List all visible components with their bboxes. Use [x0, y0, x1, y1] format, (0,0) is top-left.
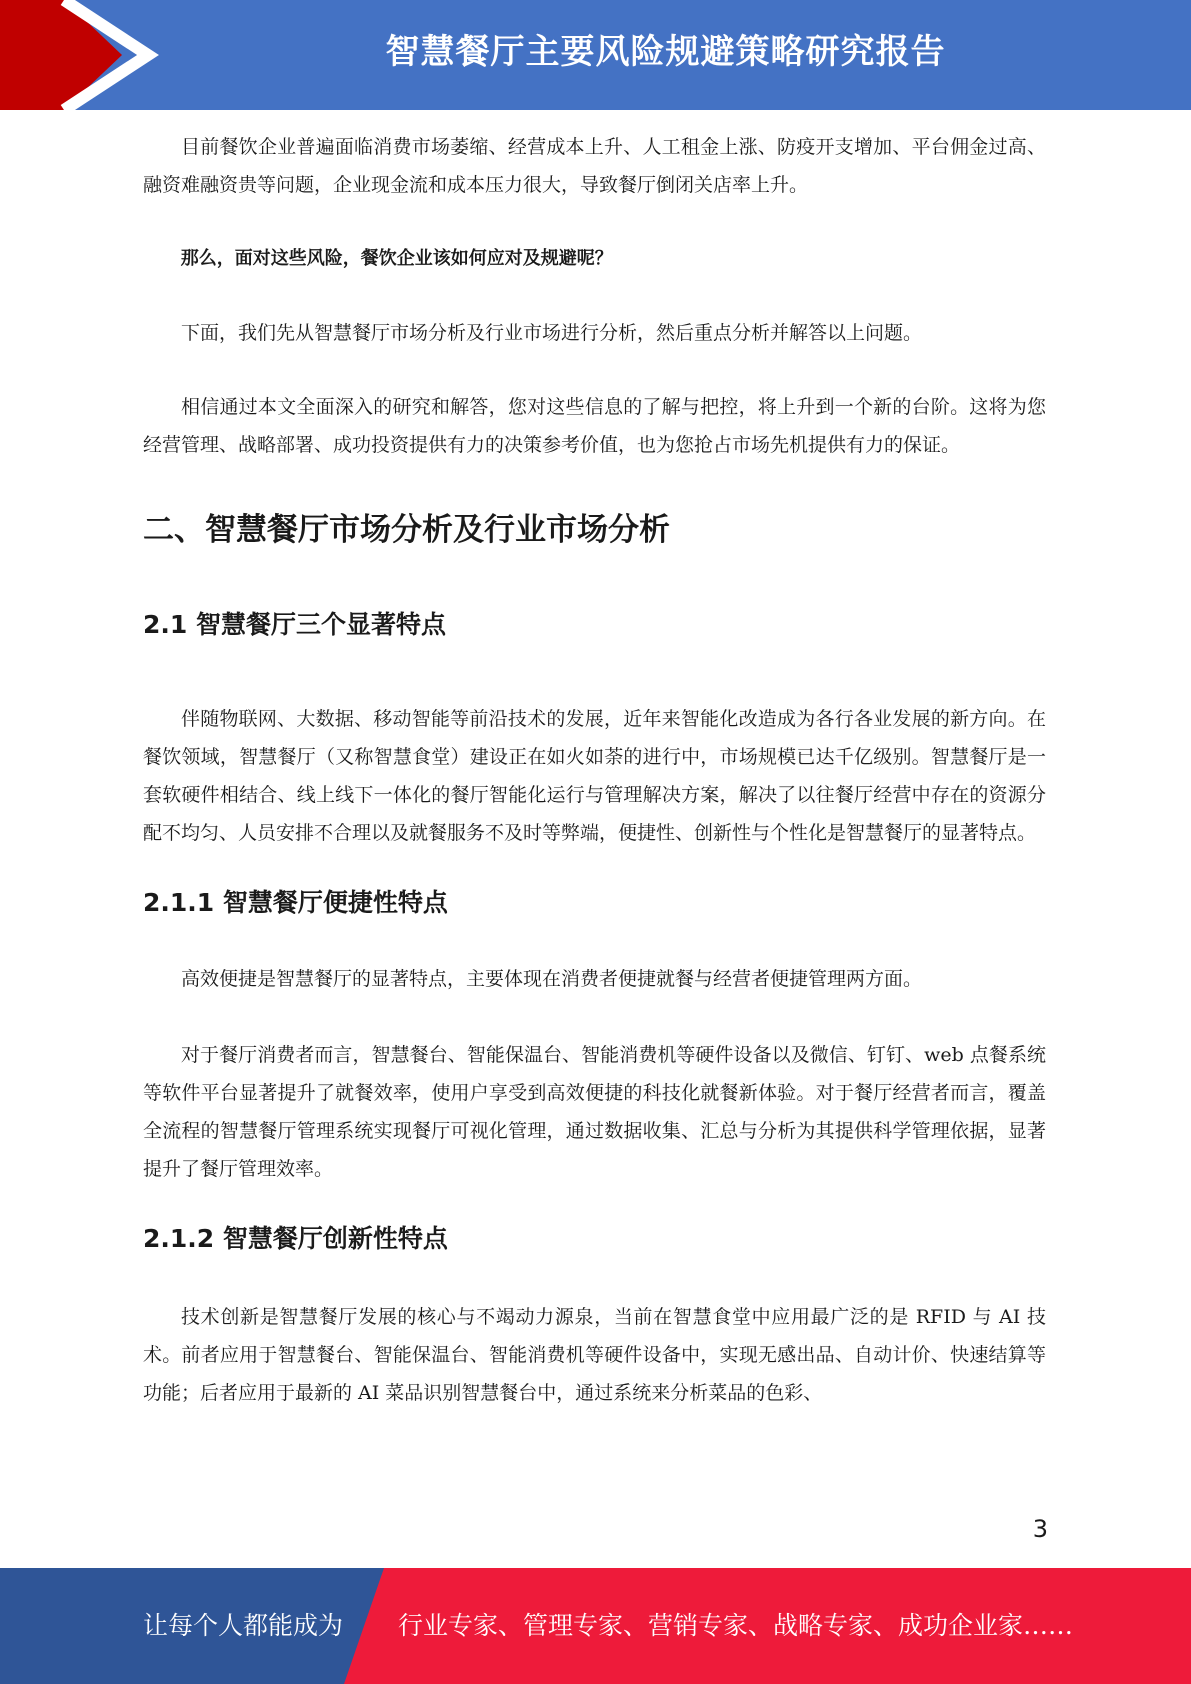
report-title: 智慧餐厅主要风险规避策略研究报告: [385, 32, 946, 72]
paragraph: 目前餐饮企业普遍面临消费市场萎缩、经营成本上升、人工租金上涨、防疫开支增加、平台佣金过高、融资难融资贵等问题，企业现金流和成本压力很大，导致餐厅倒闭关店率上升。: [143, 136, 1046, 196]
document-body: [143, 128, 1046, 1412]
paragraph: 对于餐厅消费者而言，智慧餐台、智能保温台、智能消费机等硬件设备以及微信、钉钉、web 点餐系统等软件平台显著提升了就餐效率，使用户享受到高效便捷的科技化就餐新体验。对于餐厅经营者而言，覆盖全流程的智慧餐厅管理系统实现餐厅可视化管理，通过数据收集、汇总与分析为其提供科学管理依据，显著提升了餐厅管理效率。: [143, 1044, 1046, 1180]
subsection-heading: 2.1.2 智慧餐厅创新性特点: [143, 1224, 448, 1253]
page-header: [0, 0, 1191, 110]
chevron-arrow-icon: [0, 0, 160, 110]
paragraph: 技术创新是智慧餐厅发展的核心与不竭动力源泉，当前在智慧食堂中应用最广泛的是 RFID 与 AI 技术。前者应用于智慧餐台、智能保温台、智能消费机等硬件设备中，实现无感出品、自动计价、快速结算等功能；后者应用于最新的 AI 菜品识别智慧餐台中，通过系统来分析菜品的色彩、: [143, 1306, 1046, 1404]
footer-slogan-right: 行业专家、管理专家、营销专家、战略专家、成功企业家……: [398, 1611, 1074, 1640]
subsection-heading: 2.1.1 智慧餐厅便捷性特点: [143, 888, 448, 917]
section-heading: 二、智慧餐厅市场分析及行业市场分析: [143, 512, 670, 548]
subsection-heading: 2.1 智慧餐厅三个显著特点: [143, 610, 446, 639]
paragraph: 伴随物联网、大数据、移动智能等前沿技术的发展，近年来智能化改造成为各行各业发展的新方向。在餐饮领域，智慧餐厅（又称智慧食堂）建设正在如火如荼的进行中，市场规模已达千亿级别。智慧餐厅是一套软硬件相结合、线上线下一体化的餐厅智能化运行与管理解决方案，解决了以往餐厅经营中存在的资源分配不均匀、人员安排不合理以及就餐服务不及时等弊端，便捷性、创新性与个性化是智慧餐厅的显著特点。: [143, 708, 1046, 844]
page-number: 3: [1032, 1515, 1048, 1543]
paragraph: 下面，我们先从智慧餐厅市场分析及行业市场进行分析，然后重点分析并解答以上问题。: [181, 322, 923, 344]
page-footer: [0, 1568, 1191, 1684]
question-paragraph: 那么，面对这些风险，餐饮企业该如何应对及规避呢？: [180, 248, 613, 269]
paragraph: 高效便捷是智慧餐厅的显著特点，主要体现在消费者便捷就餐与经营者便捷管理两方面。: [181, 968, 923, 990]
paragraph: 相信通过本文全面深入的研究和解答，您对这些信息的了解与把控，将上升到一个新的台阶。这将为您经营管理、战略部署、成功投资提供有力的决策参考价值，也为您抢占市场先机提供有力的保证。: [143, 396, 1046, 456]
footer-slogan-left: 让每个人都能成为: [143, 1611, 344, 1640]
